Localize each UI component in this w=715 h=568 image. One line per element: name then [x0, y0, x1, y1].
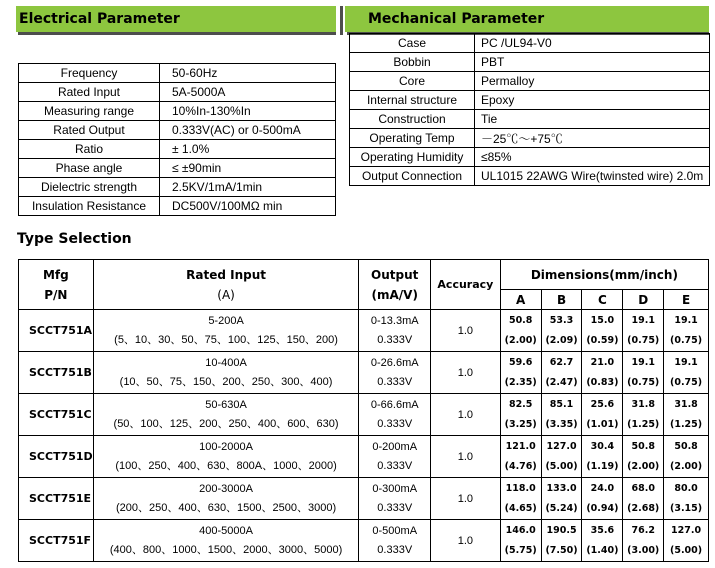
table-row: [19, 394, 709, 436]
dimension-inch: (5.75): [504, 544, 537, 556]
mechanical-parameter-table: [349, 33, 710, 186]
dimension-inch: (3.25): [504, 418, 537, 430]
param-value: －25℃～+75℃: [475, 129, 710, 148]
mechanical-row: [350, 72, 710, 91]
mfg-pn-header: Mfg P/N: [19, 260, 94, 310]
dimension-mm: 50.8: [631, 440, 655, 452]
dimension-cell: [500, 394, 541, 436]
dimension-cell: [541, 520, 582, 562]
table-row: [19, 520, 709, 562]
dimension-inch: (4.76): [504, 460, 537, 472]
dimension-inch: (1.19): [586, 460, 619, 472]
dimension-mm: 118.0: [505, 482, 536, 494]
output-voltage: 0.333V: [377, 417, 413, 430]
table-row: [19, 310, 709, 352]
mechanical-row: [350, 167, 710, 186]
input-range: 5-200A: [208, 314, 244, 327]
dimension-mm: 21.0: [590, 356, 615, 368]
dimension-cell: [623, 436, 664, 478]
dimension-mm: 146.0: [505, 524, 536, 536]
electrical-row: [19, 121, 336, 140]
dimension-cell: [664, 478, 709, 520]
input-taps: (100、250、400、630、800A、1000、2000): [115, 459, 337, 472]
param-label: Case: [350, 34, 475, 53]
output-current: 0-200mA: [372, 440, 418, 453]
electrical-row: [19, 197, 336, 216]
dimension-inch: (0.75): [627, 376, 660, 388]
dimension-inch: (2.00): [627, 460, 660, 472]
dimension-inch: (1.01): [586, 418, 619, 430]
dimension-mm: 50.8: [508, 314, 533, 326]
output-cell: [359, 520, 431, 562]
dimension-mm: 190.5: [546, 524, 577, 536]
output-cell: [359, 478, 431, 520]
dimension-cell: [582, 520, 623, 562]
input-range: 100-2000A: [199, 440, 253, 453]
dimension-mm: 127.0: [546, 440, 577, 452]
input-taps: (5、10、30、50、75、100、125、150、200): [114, 333, 338, 346]
dim-col-b: B: [541, 290, 582, 310]
dimension-mm: 62.7: [549, 356, 574, 368]
param-label: Measuring range: [19, 102, 160, 121]
dimension-inch: (0.59): [586, 334, 619, 346]
output-voltage: 0.333V: [377, 375, 413, 388]
dimension-mm: 19.1: [674, 314, 698, 326]
param-label: Frequency: [19, 64, 160, 83]
dimension-inch: (1.40): [586, 544, 619, 556]
dimension-mm: 76.2: [631, 524, 655, 536]
dim-col-a: A: [500, 290, 541, 310]
output-cell: [359, 394, 431, 436]
model-number: SCCT751B: [19, 352, 94, 394]
param-label: Bobbin: [350, 53, 475, 72]
mechanical-row: [350, 110, 710, 129]
param-label: Operating Temp: [350, 129, 475, 148]
dimension-cell: [623, 520, 664, 562]
param-label: Phase angle: [19, 159, 160, 178]
dimension-cell: [541, 310, 582, 352]
electrical-parameter-title: Electrical Parameter: [16, 6, 336, 32]
dimension-cell: [582, 394, 623, 436]
dimension-mm: 25.6: [590, 398, 615, 410]
param-label: Operating Humidity: [350, 148, 475, 167]
param-label: Insulation Resistance: [19, 197, 160, 216]
model-number: SCCT751A: [19, 310, 94, 352]
dimension-cell: [541, 394, 582, 436]
param-value: PC /UL94-V0: [475, 34, 710, 53]
input-range: 50-630A: [205, 398, 247, 411]
dimension-mm: 31.8: [631, 398, 655, 410]
accuracy-value: 1.0: [431, 478, 501, 520]
dimension-mm: 59.6: [508, 356, 533, 368]
dimension-cell: [623, 478, 664, 520]
param-value: ≤ ±90min: [160, 159, 336, 178]
model-number: SCCT751F: [19, 520, 94, 562]
dimension-inch: (2.09): [545, 334, 578, 346]
dimensions-header: Dimensions(mm/inch): [500, 260, 708, 290]
input-range: 10-400A: [205, 356, 247, 369]
dimension-inch: (3.35): [545, 418, 578, 430]
dimension-inch: (0.75): [670, 376, 703, 388]
dimension-cell: [582, 310, 623, 352]
dimension-cell: [623, 352, 664, 394]
mechanical-row: [350, 34, 710, 53]
dimension-cell: [500, 520, 541, 562]
model-number: SCCT751D: [19, 436, 94, 478]
output-cell: [359, 436, 431, 478]
dimension-mm: 127.0: [671, 524, 702, 536]
dimension-inch: (3.00): [627, 544, 660, 556]
output-current: 0-500mA: [372, 524, 418, 537]
output-cell: [359, 310, 431, 352]
model-number: SCCT751C: [19, 394, 94, 436]
mechanical-row: [350, 148, 710, 167]
dimension-inch: (0.75): [627, 334, 660, 346]
model-number: SCCT751E: [19, 478, 94, 520]
param-value: 10%In-130%In: [160, 102, 336, 121]
dimension-cell: [664, 352, 709, 394]
dimension-cell: [623, 310, 664, 352]
dimension-cell: [664, 520, 709, 562]
type-selection-title: Type Selection: [17, 231, 132, 247]
param-label: Rated Input: [19, 83, 160, 102]
dimension-inch: (5.00): [545, 460, 578, 472]
rated-input-cell: [93, 310, 359, 352]
param-value: PBT: [475, 53, 710, 72]
electrical-row: [19, 83, 336, 102]
dimension-inch: (0.94): [586, 502, 619, 514]
dimension-mm: 30.4: [590, 440, 615, 452]
dimension-inch: (1.25): [670, 418, 703, 430]
accuracy-value: 1.0: [431, 394, 501, 436]
dimension-cell: [500, 478, 541, 520]
mechanical-row: [350, 129, 710, 148]
electrical-row: [19, 64, 336, 83]
dimension-cell: [500, 436, 541, 478]
dimension-cell: [664, 436, 709, 478]
dimension-cell: [541, 436, 582, 478]
rated-input-header: Rated Input (A): [93, 260, 359, 310]
param-value: Permalloy: [475, 72, 710, 91]
dimension-cell: [541, 352, 582, 394]
dimension-mm: 82.5: [508, 398, 533, 410]
banner-divider: [340, 6, 343, 35]
dim-col-e: E: [664, 290, 709, 310]
mechanical-row: [350, 53, 710, 72]
dimension-mm: 31.8: [674, 398, 698, 410]
dimension-inch: (3.15): [670, 502, 703, 514]
output-current: 0-300mA: [372, 482, 418, 495]
output-voltage: 0.333V: [377, 501, 413, 514]
param-value: Tie: [475, 110, 710, 129]
output-current: 0-26.6mA: [370, 356, 419, 369]
output-voltage: 0.333V: [377, 543, 413, 556]
dimension-cell: [500, 310, 541, 352]
param-label: Construction: [350, 110, 475, 129]
output-cell: [359, 352, 431, 394]
accuracy-value: 1.0: [431, 520, 501, 562]
dimension-inch: (1.25): [627, 418, 660, 430]
param-value: 5A-5000A: [160, 83, 336, 102]
dimension-mm: 53.3: [549, 314, 574, 326]
param-label: Ratio: [19, 140, 160, 159]
accuracy-value: 1.0: [431, 352, 501, 394]
dimension-cell: [582, 352, 623, 394]
param-label: Output Connection: [350, 167, 475, 186]
param-value: 50-60Hz: [160, 64, 336, 83]
table-row: [19, 436, 709, 478]
output-current: 0-66.6mA: [370, 398, 419, 411]
dim-col-d: D: [623, 290, 664, 310]
dimension-inch: (5.24): [545, 502, 578, 514]
rated-input-cell: [93, 520, 359, 562]
param-value: 2.5KV/1mA/1min: [160, 178, 336, 197]
electrical-row: [19, 140, 336, 159]
dimension-inch: (5.00): [670, 544, 703, 556]
dimension-inch: (2.47): [545, 376, 578, 388]
param-label: Dielectric strength: [19, 178, 160, 197]
param-value: DC500V/100MΩ min: [160, 197, 336, 216]
output-current: 0-13.3mA: [370, 314, 419, 327]
dimension-inch: (2.35): [504, 376, 537, 388]
dimension-mm: 35.6: [590, 524, 615, 536]
dimension-mm: 121.0: [505, 440, 536, 452]
dimension-mm: 68.0: [631, 482, 655, 494]
dimension-inch: (2.00): [670, 460, 703, 472]
dimension-inch: (7.50): [545, 544, 578, 556]
dimension-inch: (0.83): [586, 376, 619, 388]
rated-input-cell: [93, 436, 359, 478]
dimension-cell: [500, 352, 541, 394]
rated-input-cell: [93, 394, 359, 436]
dimension-mm: 85.1: [549, 398, 574, 410]
dimension-inch: (2.68): [627, 502, 660, 514]
electrical-row: [19, 159, 336, 178]
dimension-mm: 80.0: [674, 482, 698, 494]
dimension-cell: [541, 478, 582, 520]
input-range: 400-5000A: [199, 524, 253, 537]
dimension-inch: (0.75): [670, 334, 703, 346]
input-taps: (200、250、400、630、1500、2500、3000): [115, 501, 337, 514]
output-header: Output (mA/V): [359, 260, 431, 310]
input-range: 200-3000A: [199, 482, 253, 495]
type-selection-table: [18, 259, 709, 562]
dimension-mm: 19.1: [631, 356, 655, 368]
electrical-row: [19, 102, 336, 121]
mechanical-row: [350, 91, 710, 110]
accuracy-value: 1.0: [431, 436, 501, 478]
mechanical-parameter-title: Mechanical Parameter: [345, 6, 709, 32]
dimension-cell: [623, 394, 664, 436]
param-value: UL1015 22AWG Wire(twinsted wire) 2.0m: [475, 167, 710, 186]
rated-input-cell: [93, 478, 359, 520]
dimension-mm: 133.0: [546, 482, 577, 494]
dimension-mm: 19.1: [674, 356, 698, 368]
dimension-mm: 19.1: [631, 314, 655, 326]
rated-input-cell: [93, 352, 359, 394]
electrical-parameter-table: [18, 63, 336, 216]
output-voltage: 0.333V: [377, 459, 413, 472]
input-taps: (50、100、125、200、250、400、600、630): [113, 417, 339, 430]
output-voltage: 0.333V: [377, 333, 413, 346]
param-value: 0.333V(AC) or 0-500mA: [160, 121, 336, 140]
input-taps: (400、800、1000、1500、2000、3000、5000): [109, 543, 343, 556]
banner-underline: [18, 32, 336, 35]
dimension-mm: 15.0: [590, 314, 615, 326]
dimension-mm: 24.0: [590, 482, 615, 494]
dimension-cell: [582, 478, 623, 520]
param-label: Rated Output: [19, 121, 160, 140]
dimension-cell: [582, 436, 623, 478]
input-taps: (10、50、75、150、200、250、300、400): [119, 375, 333, 388]
dimension-cell: [664, 310, 709, 352]
param-value: ± 1.0%: [160, 140, 336, 159]
electrical-row: [19, 178, 336, 197]
dimension-inch: (4.65): [504, 502, 537, 514]
param-value: Epoxy: [475, 91, 710, 110]
accuracy-header: Accuracy: [431, 260, 501, 310]
dimension-cell: [664, 394, 709, 436]
param-value: ≤85%: [475, 148, 710, 167]
param-label: Core: [350, 72, 475, 91]
dimension-mm: 50.8: [674, 440, 698, 452]
param-label: Internal structure: [350, 91, 475, 110]
table-row: [19, 478, 709, 520]
dim-col-c: C: [582, 290, 623, 310]
table-row: [19, 352, 709, 394]
dimension-inch: (2.00): [504, 334, 537, 346]
accuracy-value: 1.0: [431, 310, 501, 352]
